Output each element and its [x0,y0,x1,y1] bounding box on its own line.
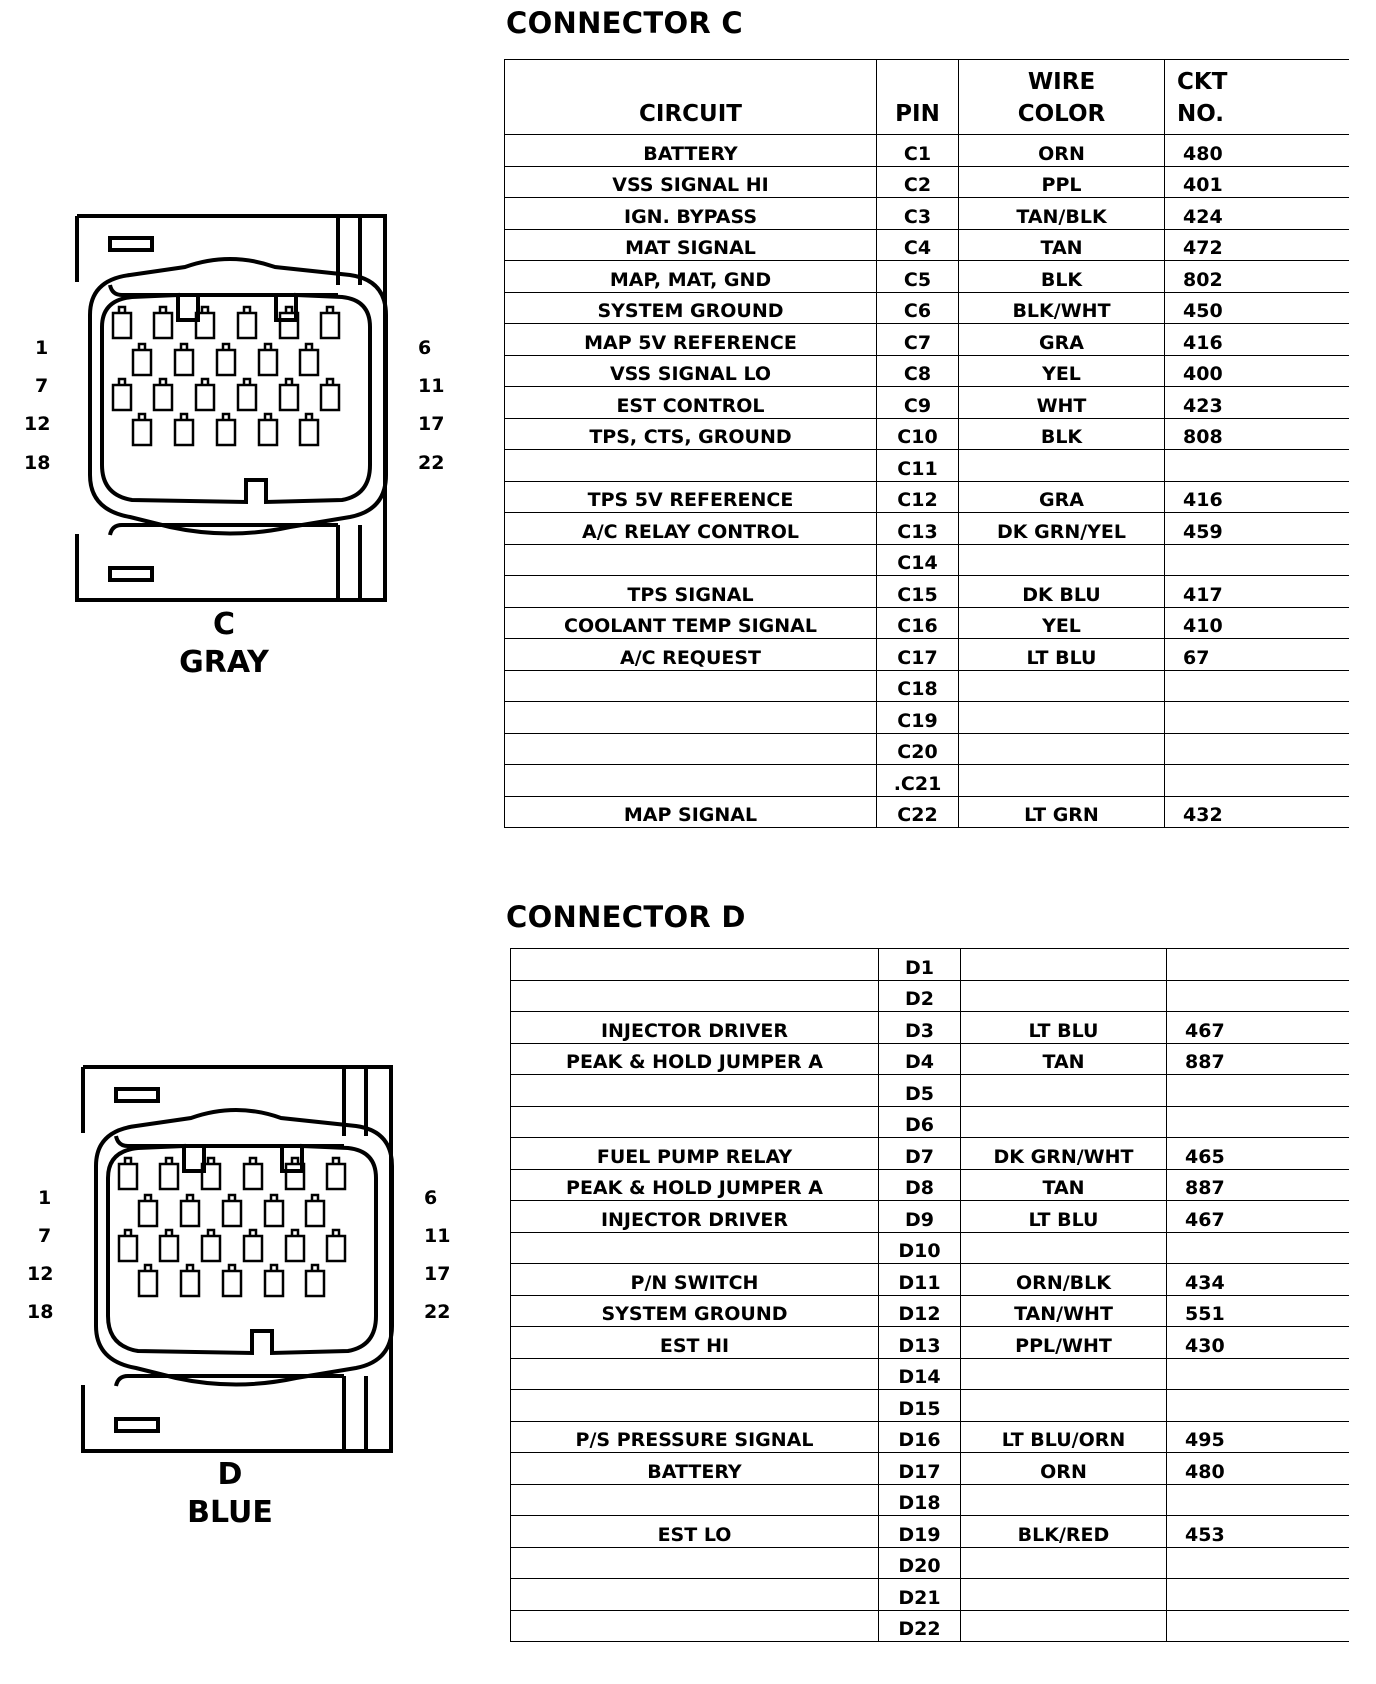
wire-color-cell: TAN [959,229,1165,261]
wire-color-cell [961,1106,1167,1138]
pin-cell: D5 [879,1075,961,1107]
pin-cavity-12 [113,379,131,410]
wire-color-cell: YEL [959,355,1165,387]
pin-label-12: 12 [24,413,51,435]
ckt-no-cell: 472 [1165,229,1349,261]
wire-color-cell: WHT [959,387,1165,419]
circuit-cell [505,544,877,576]
pin-label-22: 22 [418,452,445,474]
pin-cell: D14 [879,1358,961,1390]
table-row [511,1043,1349,1075]
circuit-cell [505,765,877,797]
table-row [511,1106,1349,1138]
pin-cavity-14 [196,379,214,410]
wire-color-cell: TAN/WHT [961,1295,1167,1327]
pin-cell: D10 [879,1232,961,1264]
pin-cell: D20 [879,1547,961,1579]
pin-cell: C6 [877,292,959,324]
table-row [505,450,1349,482]
circuit-cell [505,450,877,482]
circuit-cell: INJECTOR DRIVER [511,1012,879,1044]
table-row [505,166,1349,198]
circuit-cell: MAP 5V REFERENCE [505,324,877,356]
connector-c-table [504,59,1349,828]
circuit-cell: BATTERY [511,1453,879,1485]
pin-cavity-7 [139,1195,157,1226]
wire-color-cell: BLK [959,418,1165,450]
pin-cavity-21 [265,1265,283,1296]
pin-cell: D8 [879,1169,961,1201]
table-row [505,796,1349,828]
pin-label-22: 22 [424,1301,451,1323]
ckt-no-cell: 423 [1165,387,1349,419]
circuit-cell [511,1106,879,1138]
pin-cell: C9 [877,387,959,419]
header-circuit: CIRCUIT [505,60,877,135]
circuit-cell: MAT SIGNAL [505,229,877,261]
ckt-no-cell: 424 [1165,198,1349,230]
ckt-no-cell: 465 [1167,1138,1349,1170]
pin-cell: D13 [879,1327,961,1359]
ckt-no-cell: 416 [1165,324,1349,356]
table-row [505,135,1349,167]
circuit-cell: SYSTEM GROUND [505,292,877,324]
pin-cavity-1 [113,307,131,338]
table-row [505,355,1349,387]
table-row [505,387,1349,419]
circuit-cell: EST CONTROL [505,387,877,419]
pin-cell: D19 [879,1516,961,1548]
pin-label-1: 1 [35,337,49,359]
ckt-no-cell: 495 [1167,1421,1349,1453]
wire-color-cell: PPL [959,166,1165,198]
header-wire-color: WIRE COLOR [959,60,1165,135]
ckt-no-cell [1165,702,1349,734]
pin-cavity-17 [327,1230,345,1261]
wire-color-cell: TAN [961,1169,1167,1201]
ckt-no-cell [1165,765,1349,797]
pin-label-17: 17 [418,413,445,435]
table-row [505,324,1349,356]
pin-cell: C4 [877,229,959,261]
wire-color-cell: DK GRN/YEL [959,513,1165,545]
pin-label-12: 12 [27,1263,54,1285]
wire-color-cell [959,733,1165,765]
pin-cell: D1 [879,949,961,981]
table-row [505,481,1349,513]
ckt-no-cell: 802 [1165,261,1349,293]
pin-cavity-20 [217,414,235,445]
ckt-no-cell [1167,1610,1349,1642]
table-row [511,980,1349,1012]
pin-cell: C7 [877,324,959,356]
pin-cell: C12 [877,481,959,513]
table-row [511,1295,1349,1327]
wire-color-cell [961,949,1167,981]
table-row [505,198,1349,230]
circuit-cell: TPS SIGNAL [505,576,877,608]
header-ckt-no: CKT NO. [1165,60,1349,135]
circuit-cell: P/N SWITCH [511,1264,879,1296]
pin-cell: D2 [879,980,961,1012]
ckt-no-cell: 467 [1167,1012,1349,1044]
wire-color-cell [961,1390,1167,1422]
pin-cavity-17 [321,379,339,410]
pin-cavity-9 [223,1195,241,1226]
pin-cavity-19 [181,1265,199,1296]
circuit-cell: VSS SIGNAL LO [505,355,877,387]
circuit-cell [511,1484,879,1516]
pin-cavity-11 [306,1195,324,1226]
wire-color-cell: LT BLU [961,1201,1167,1233]
ckt-no-cell [1167,1358,1349,1390]
circuit-cell: BATTERY [505,135,877,167]
wire-color-cell [959,670,1165,702]
pin-label-11: 11 [424,1225,451,1247]
pin-cell: D4 [879,1043,961,1075]
circuit-cell: PEAK & HOLD JUMPER A [511,1169,879,1201]
wire-color-cell [961,1579,1167,1611]
pin-cavity-8 [181,1195,199,1226]
pin-cavity-20 [223,1265,241,1296]
table-row [511,1138,1349,1170]
pin-label-17: 17 [424,1263,451,1285]
table-row [505,733,1349,765]
pin-cell: D17 [879,1453,961,1485]
pin-cell: C22 [877,796,959,828]
wire-color-cell: GRA [959,481,1165,513]
circuit-cell: PEAK & HOLD JUMPER A [511,1043,879,1075]
wire-color-cell [959,702,1165,734]
table-row [505,576,1349,608]
pin-cavity-10 [265,1195,283,1226]
ckt-no-cell [1167,1075,1349,1107]
table-row [505,544,1349,576]
wire-color-cell [959,765,1165,797]
pin-cell: C18 [877,670,959,702]
pin-cell: C2 [877,166,959,198]
pin-cell: C20 [877,733,959,765]
pin-cavity-22 [300,414,318,445]
wire-color-cell: ORN [959,135,1165,167]
circuit-cell [511,1232,879,1264]
table-row [505,765,1349,797]
circuit-cell [511,1075,879,1107]
pin-cavity-12 [119,1230,137,1261]
ckt-no-cell [1165,544,1349,576]
wire-color-cell: LT BLU [959,639,1165,671]
pin-label-18: 18 [24,452,51,474]
circuit-cell [511,1579,879,1611]
pin-cell: C8 [877,355,959,387]
pin-cavity-16 [280,379,298,410]
connector-d-title: CONNECTOR D [506,900,746,934]
table-row [511,1579,1349,1611]
circuit-cell [511,949,879,981]
ckt-no-cell: 432 [1165,796,1349,828]
pin-cavity-11 [300,344,318,375]
wire-color-cell: ORN/BLK [961,1264,1167,1296]
table-row [511,1232,1349,1264]
wire-color-cell [961,1075,1167,1107]
pin-cell: D15 [879,1390,961,1422]
pin-cavity-6 [327,1158,345,1189]
circuit-cell: SYSTEM GROUND [511,1295,879,1327]
ckt-no-cell: 401 [1165,166,1349,198]
ckt-no-cell: 450 [1165,292,1349,324]
pin-cavity-8 [175,344,193,375]
pin-cavity-9 [217,344,235,375]
circuit-cell [511,1547,879,1579]
header-pin: PIN [877,60,959,135]
ckt-no-cell: 417 [1165,576,1349,608]
wire-color-cell: GRA [959,324,1165,356]
table-row [511,1547,1349,1579]
pin-cell: C13 [877,513,959,545]
ckt-no-cell [1167,1106,1349,1138]
table-row [511,1390,1349,1422]
ckt-no-cell: 459 [1165,513,1349,545]
table-row [511,1453,1349,1485]
pin-cell: C14 [877,544,959,576]
pin-label-11: 11 [418,375,445,397]
wire-color-cell [961,1484,1167,1516]
table-row [511,1169,1349,1201]
table-row [505,261,1349,293]
wire-color-cell: YEL [959,607,1165,639]
wire-color-cell [961,1547,1167,1579]
circuit-cell: INJECTOR DRIVER [511,1201,879,1233]
pin-cavity-15 [238,379,256,410]
ckt-no-cell: 467 [1167,1201,1349,1233]
ckt-no-cell: 416 [1165,481,1349,513]
connector-d-table [510,948,1349,1642]
ckt-no-cell: 453 [1167,1516,1349,1548]
ckt-no-cell: 887 [1167,1043,1349,1075]
wire-color-cell: TAN/BLK [959,198,1165,230]
wire-color-cell [961,1232,1167,1264]
table-row [511,1516,1349,1548]
ckt-no-cell: 410 [1165,607,1349,639]
pin-cell: D21 [879,1579,961,1611]
pin-cavity-6 [321,307,339,338]
ckt-no-cell [1167,1390,1349,1422]
pin-cavity-13 [154,379,172,410]
pin-cell: D11 [879,1264,961,1296]
table-row [511,1201,1349,1233]
table-row [505,607,1349,639]
table-row [505,418,1349,450]
pin-cell: C15 [877,576,959,608]
ckt-no-cell: 887 [1167,1169,1349,1201]
pin-cavity-2 [160,1158,178,1189]
wire-color-cell: BLK/RED [961,1516,1167,1548]
pin-cavity-4 [238,307,256,338]
pin-cell: D3 [879,1012,961,1044]
pin-cell: D7 [879,1138,961,1170]
connector-d-diagram [56,1046,426,1466]
pin-cell: D18 [879,1484,961,1516]
connector-d-color: BLUE [187,1495,273,1530]
table-row [511,1358,1349,1390]
table-row [505,292,1349,324]
wire-color-cell: LT GRN [959,796,1165,828]
ckt-no-cell [1165,733,1349,765]
pin-label-1: 1 [38,1187,52,1209]
table-row [511,1610,1349,1642]
pin-cell: D6 [879,1106,961,1138]
pin-cavity-22 [306,1265,324,1296]
pin-cavity-18 [133,414,151,445]
ckt-no-cell: 480 [1165,135,1349,167]
circuit-cell: TPS, CTS, GROUND [505,418,877,450]
wire-color-cell [961,980,1167,1012]
wire-color-cell: PPL/WHT [961,1327,1167,1359]
circuit-cell: EST HI [511,1327,879,1359]
pin-cell: C17 [877,639,959,671]
wire-color-cell: LT BLU [961,1012,1167,1044]
circuit-cell: P/S PRESSURE SIGNAL [511,1421,879,1453]
pin-cell: C3 [877,198,959,230]
pin-cavity-13 [160,1230,178,1261]
circuit-cell: MAP, MAT, GND [505,261,877,293]
table-row [511,1327,1349,1359]
ckt-no-cell: 400 [1165,355,1349,387]
circuit-cell [511,1390,879,1422]
ckt-no-cell: 67 [1165,639,1349,671]
table-row [505,513,1349,545]
circuit-cell [511,1610,879,1642]
pin-cavity-19 [175,414,193,445]
circuit-cell [505,702,877,734]
ckt-no-cell [1167,949,1349,981]
circuit-cell: VSS SIGNAL HI [505,166,877,198]
wire-color-cell: DK GRN/WHT [961,1138,1167,1170]
circuit-cell [505,670,877,702]
pin-cell: C5 [877,261,959,293]
ckt-no-cell: 551 [1167,1295,1349,1327]
pin-cavity-1 [119,1158,137,1189]
pin-cell: D12 [879,1295,961,1327]
pin-cavity-15 [244,1230,262,1261]
pin-cell: D22 [879,1610,961,1642]
table-row [505,639,1349,671]
table-row [511,1075,1349,1107]
pin-cell: D16 [879,1421,961,1453]
ckt-no-cell: 434 [1167,1264,1349,1296]
ckt-no-cell [1165,670,1349,702]
wire-color-cell [959,544,1165,576]
table-row [511,1264,1349,1296]
pin-cell: C11 [877,450,959,482]
ckt-no-cell [1167,1232,1349,1264]
connector-c-color: GRAY [179,645,269,680]
circuit-cell: FUEL PUMP RELAY [511,1138,879,1170]
wire-color-cell: DK BLU [959,576,1165,608]
ckt-no-cell [1165,450,1349,482]
pin-label-7: 7 [38,1225,52,1247]
ckt-no-cell [1167,1547,1349,1579]
table-row [505,229,1349,261]
wire-color-cell [959,450,1165,482]
table-row [511,1484,1349,1516]
pin-cavity-21 [259,414,277,445]
ckt-no-cell: 430 [1167,1327,1349,1359]
circuit-cell: A/C RELAY CONTROL [505,513,877,545]
wire-color-cell: ORN [961,1453,1167,1485]
wire-color-cell: BLK/WHT [959,292,1165,324]
table-row [511,949,1349,981]
pin-cavity-10 [259,344,277,375]
pin-cell: C10 [877,418,959,450]
table-row [511,1421,1349,1453]
pin-cavity-4 [244,1158,262,1189]
pin-label-18: 18 [27,1301,54,1323]
ckt-no-cell: 808 [1165,418,1349,450]
pin-cell: C1 [877,135,959,167]
pin-cell: .C21 [877,765,959,797]
wire-color-cell [961,1610,1167,1642]
circuit-cell [511,1358,879,1390]
circuit-cell [511,980,879,1012]
circuit-cell [505,733,877,765]
ckt-no-cell: 480 [1167,1453,1349,1485]
connector-c-letter: C [212,607,236,642]
pin-cavity-16 [286,1230,304,1261]
connector-d-letter: D [217,1457,243,1492]
pin-cavity-14 [202,1230,220,1261]
pin-cell: D9 [879,1201,961,1233]
wire-color-cell: TAN [961,1043,1167,1075]
pin-cavity-18 [139,1265,157,1296]
circuit-cell: COOLANT TEMP SIGNAL [505,607,877,639]
pin-cell: C16 [877,607,959,639]
circuit-cell: TPS 5V REFERENCE [505,481,877,513]
table-row [505,702,1349,734]
ckt-no-cell [1167,980,1349,1012]
circuit-cell: A/C REQUEST [505,639,877,671]
connector-c-title: CONNECTOR C [506,6,744,40]
table-row [505,670,1349,702]
table-row [511,1012,1349,1044]
pin-cavity-2 [154,307,172,338]
pin-cell: C19 [877,702,959,734]
circuit-cell: IGN. BYPASS [505,198,877,230]
pin-label-7: 7 [35,375,49,397]
pin-label-6: 6 [418,337,432,359]
table-header-row [505,60,1349,135]
connector-c-diagram [50,195,420,615]
pin-label-6: 6 [424,1187,438,1209]
wire-color-cell [961,1358,1167,1390]
pin-cavity-7 [133,344,151,375]
circuit-cell: EST LO [511,1516,879,1548]
ckt-no-cell [1167,1579,1349,1611]
wire-color-cell: LT BLU/ORN [961,1421,1167,1453]
wire-color-cell: BLK [959,261,1165,293]
ckt-no-cell [1167,1484,1349,1516]
circuit-cell: MAP SIGNAL [505,796,877,828]
